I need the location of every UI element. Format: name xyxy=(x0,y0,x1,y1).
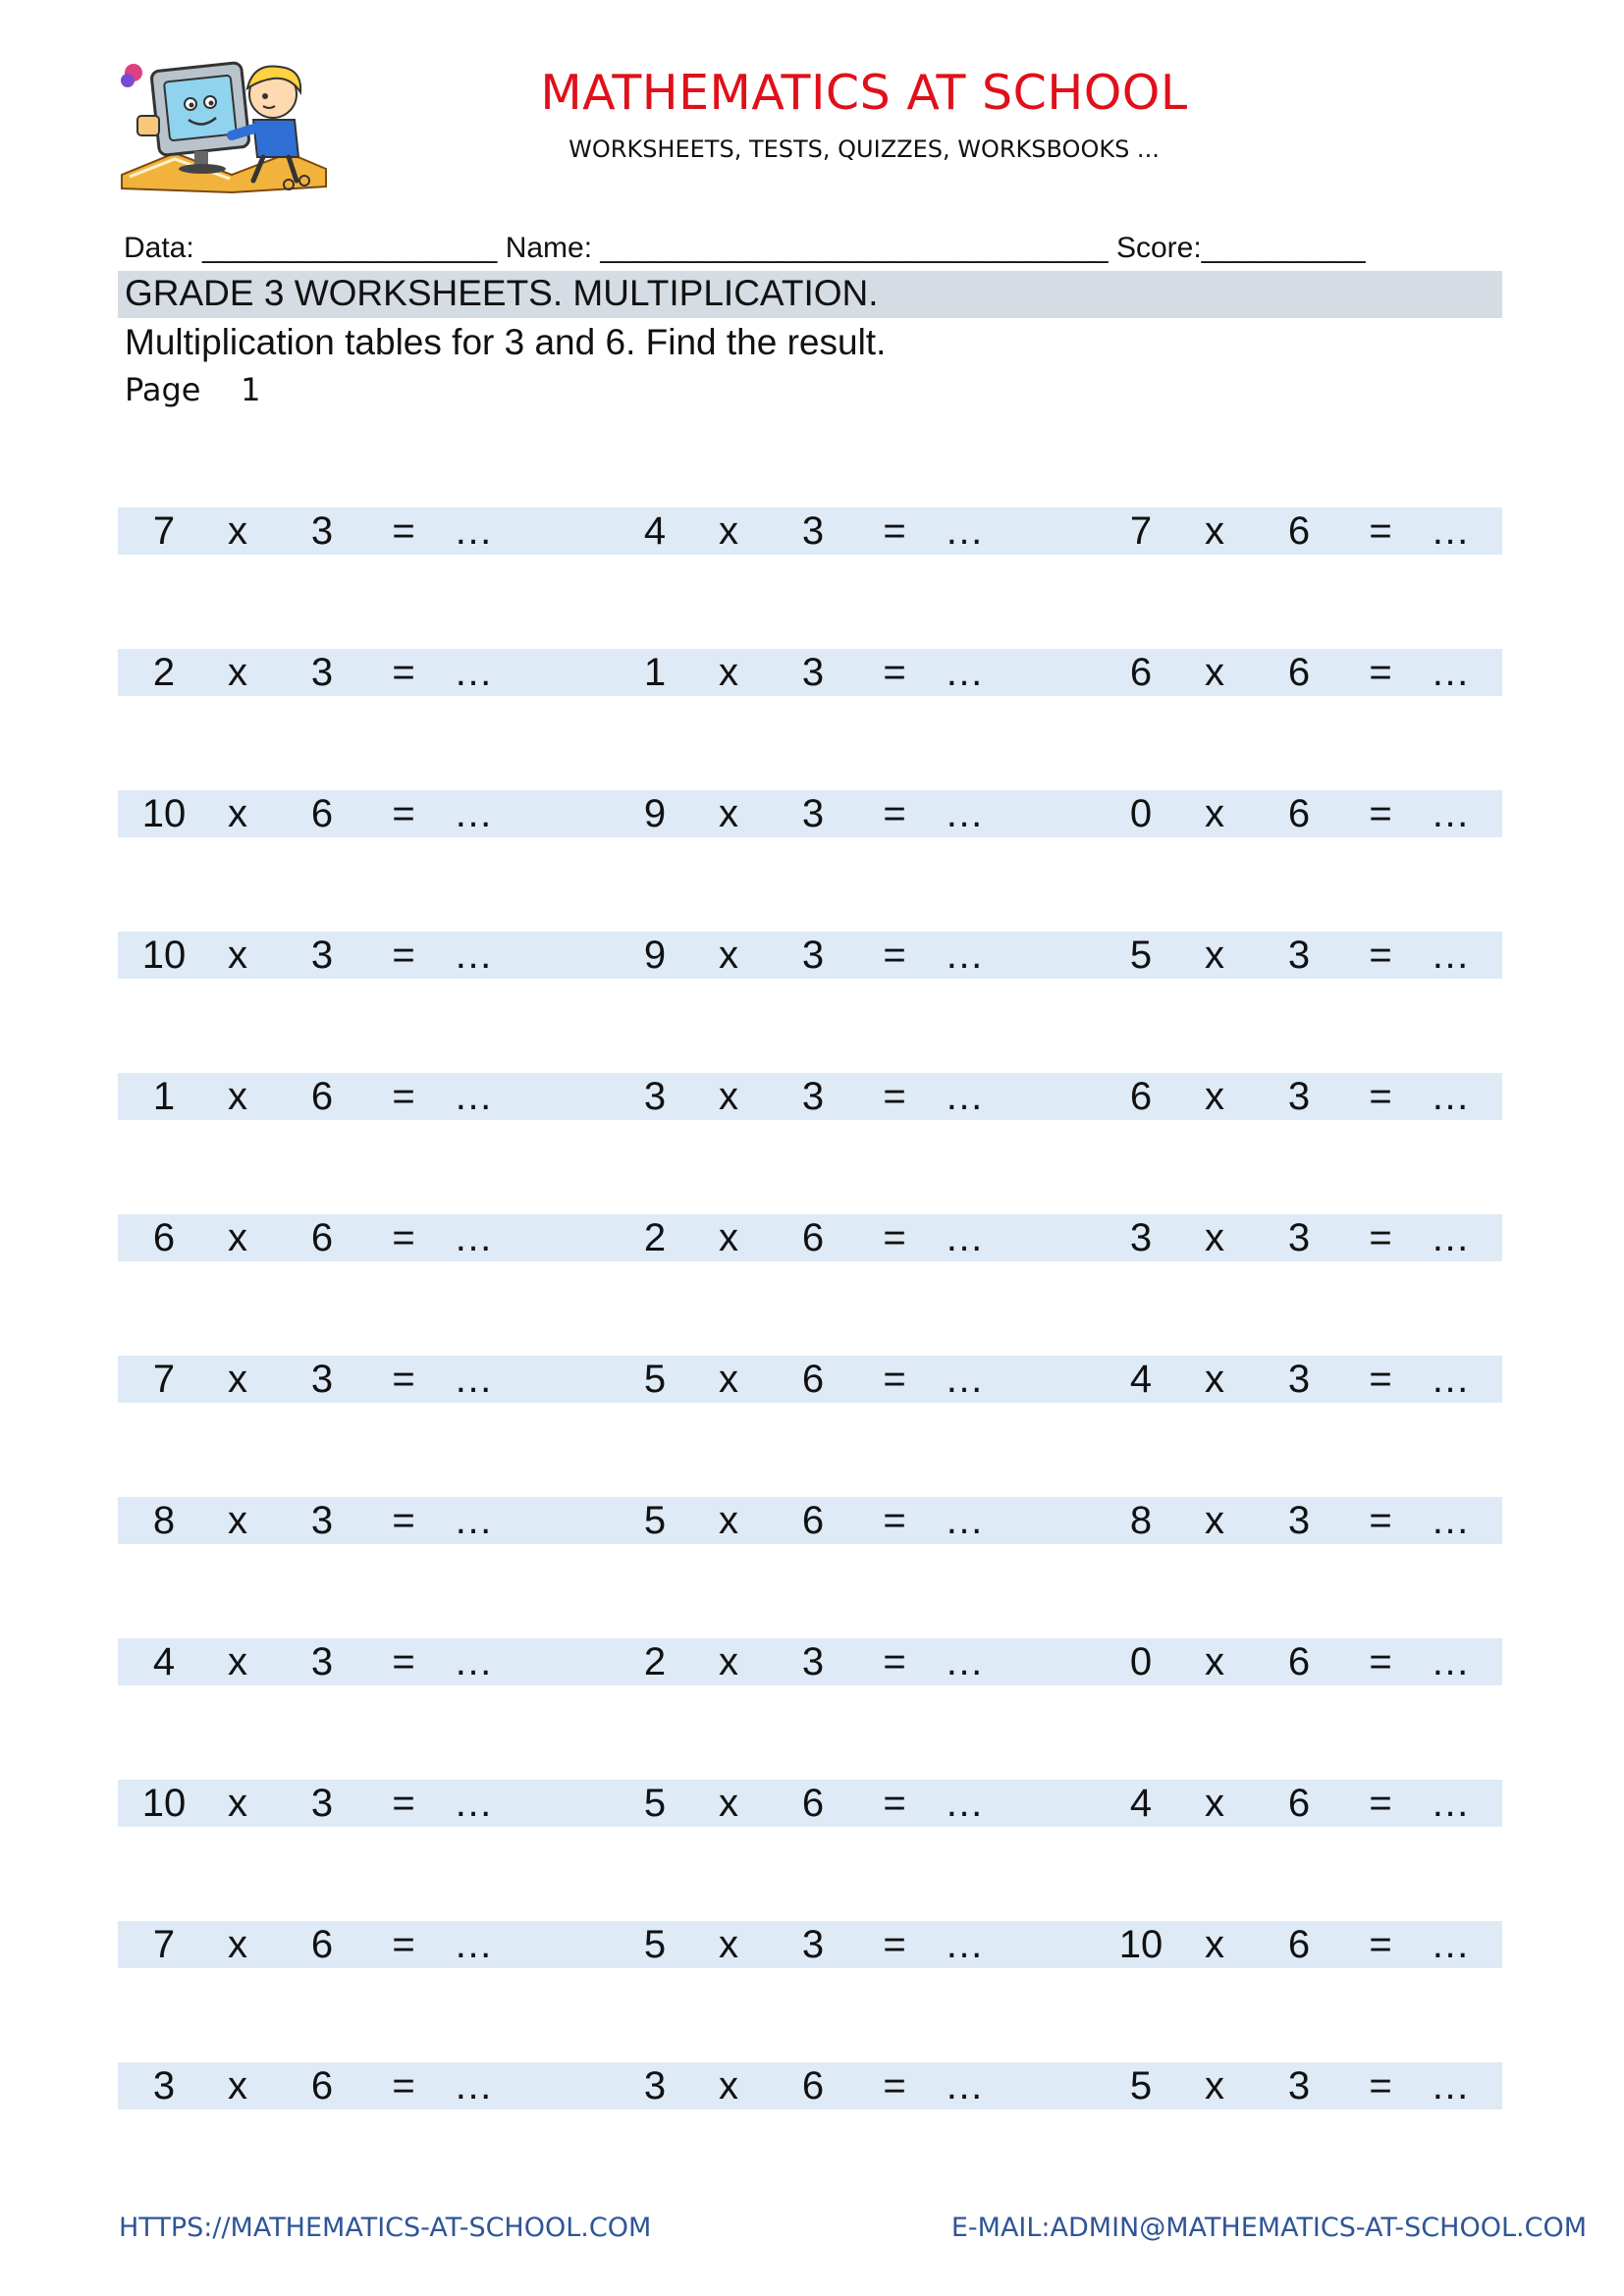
equals-sign: = xyxy=(1369,1075,1392,1118)
equals-sign: = xyxy=(392,1075,415,1118)
problem-factor-2: 3 xyxy=(1287,1075,1311,1118)
problem-factor-1: 10 xyxy=(141,1782,187,1825)
times-sign: x xyxy=(1205,1923,1224,1966)
equals-sign: = xyxy=(1369,1782,1392,1825)
equals-sign: = xyxy=(1369,1640,1392,1683)
times-sign: x xyxy=(719,509,738,553)
problem-factor-2: 3 xyxy=(1287,2064,1311,2108)
problem-factor-1: 2 xyxy=(643,1216,667,1259)
answer-blank[interactable]: … xyxy=(945,2064,984,2108)
answer-blank[interactable]: … xyxy=(1431,1640,1470,1683)
equals-sign: = xyxy=(1369,1216,1392,1259)
times-sign: x xyxy=(1205,1358,1224,1401)
answer-blank[interactable]: … xyxy=(454,1923,493,1966)
times-sign: x xyxy=(1205,1216,1224,1259)
equals-sign: = xyxy=(1369,651,1392,694)
times-sign: x xyxy=(1205,2064,1224,2108)
problem-row xyxy=(118,1497,1502,1544)
answer-blank[interactable]: … xyxy=(454,792,493,835)
times-sign: x xyxy=(228,1640,247,1683)
problem-factor-2: 3 xyxy=(310,651,334,694)
footer-email-link[interactable]: E-MAIL:ADMIN@MATHEMATICS-AT-SCHOOL.COM xyxy=(950,2213,1587,2243)
problem-row xyxy=(118,790,1502,837)
problem-row xyxy=(118,1780,1502,1827)
answer-blank[interactable]: … xyxy=(1431,792,1470,835)
equals-sign: = xyxy=(883,2064,906,2108)
problem-factor-1: 7 xyxy=(152,509,176,553)
problem-factor-1: 4 xyxy=(1129,1358,1153,1401)
problem-factor-1: 1 xyxy=(152,1075,176,1118)
problem-factor-1: 6 xyxy=(1129,1075,1153,1118)
answer-blank[interactable]: … xyxy=(945,1640,984,1683)
problem-factor-2: 3 xyxy=(310,1358,334,1401)
times-sign: x xyxy=(228,1782,247,1825)
times-sign: x xyxy=(228,934,247,977)
times-sign: x xyxy=(719,1075,738,1118)
times-sign: x xyxy=(1205,509,1224,553)
problem-factor-1: 6 xyxy=(1129,651,1153,694)
problem-factor-2: 3 xyxy=(1287,1499,1311,1542)
problem-factor-2: 3 xyxy=(310,509,334,553)
problem-factor-1: 4 xyxy=(1129,1782,1153,1825)
equals-sign: = xyxy=(392,1216,415,1259)
problem-factor-1: 7 xyxy=(152,1358,176,1401)
problem-factor-1: 4 xyxy=(643,509,667,553)
problem-row xyxy=(118,1638,1502,1685)
problem-row xyxy=(118,649,1502,696)
problem-factor-1: 5 xyxy=(643,1923,667,1966)
problem-factor-2: 3 xyxy=(801,792,825,835)
answer-blank[interactable]: … xyxy=(1431,1499,1470,1542)
equals-sign: = xyxy=(392,1923,415,1966)
problem-factor-1: 5 xyxy=(1129,934,1153,977)
times-sign: x xyxy=(1205,1782,1224,1825)
problem-factor-2: 6 xyxy=(801,1499,825,1542)
equals-sign: = xyxy=(883,1923,906,1966)
answer-blank[interactable]: … xyxy=(454,509,493,553)
problem-factor-1: 5 xyxy=(643,1499,667,1542)
answer-blank[interactable]: … xyxy=(945,1075,984,1118)
problem-factor-1: 3 xyxy=(152,2064,176,2108)
times-sign: x xyxy=(1205,1499,1224,1542)
answer-blank[interactable]: … xyxy=(454,2064,493,2108)
problem-factor-2: 6 xyxy=(1287,1640,1311,1683)
times-sign: x xyxy=(719,792,738,835)
site-subtitle: WORKSHEETS, TESTS, QUIZZES, WORKSBOOKS ... xyxy=(568,135,1160,163)
answer-blank[interactable]: … xyxy=(454,1075,493,1118)
problem-factor-1: 3 xyxy=(643,2064,667,2108)
problem-factor-2: 3 xyxy=(310,934,334,977)
problem-factor-2: 6 xyxy=(1287,792,1311,835)
problem-factor-2: 6 xyxy=(310,2064,334,2108)
answer-blank[interactable]: … xyxy=(454,1782,493,1825)
answer-blank[interactable]: … xyxy=(1431,1923,1470,1966)
grade-title: GRADE 3 WORKSHEETS. MULTIPLICATION. xyxy=(125,273,879,313)
problem-factor-2: 3 xyxy=(310,1499,334,1542)
problem-factor-1: 2 xyxy=(152,651,176,694)
problem-factor-2: 3 xyxy=(801,1923,825,1966)
equals-sign: = xyxy=(883,792,906,835)
answer-blank[interactable]: … xyxy=(454,1358,493,1401)
equals-sign: = xyxy=(883,1216,906,1259)
equals-sign: = xyxy=(392,2064,415,2108)
times-sign: x xyxy=(1205,1075,1224,1118)
site-title: MATHEMATICS AT SCHOOL xyxy=(540,65,1188,121)
equals-sign: = xyxy=(392,1499,415,1542)
problem-factor-2: 3 xyxy=(310,1640,334,1683)
problem-row xyxy=(118,1214,1502,1261)
answer-blank[interactable]: … xyxy=(945,1499,984,1542)
problem-factor-2: 6 xyxy=(1287,509,1311,553)
problem-factor-2: 3 xyxy=(801,934,825,977)
equals-sign: = xyxy=(392,1358,415,1401)
problem-factor-1: 2 xyxy=(643,1640,667,1683)
equals-sign: = xyxy=(883,651,906,694)
page-label: Page 1 xyxy=(125,371,261,408)
problem-factor-1: 5 xyxy=(643,1782,667,1825)
times-sign: x xyxy=(228,1923,247,1966)
equals-sign: = xyxy=(883,1358,906,1401)
equals-sign: = xyxy=(883,1499,906,1542)
problem-factor-1: 10 xyxy=(141,934,187,977)
student-info-line: Data: __________________ Name: _______________________________ Score:__________ xyxy=(124,232,1366,264)
times-sign: x xyxy=(1205,934,1224,977)
times-sign: x xyxy=(719,1782,738,1825)
answer-blank[interactable]: … xyxy=(1431,1075,1470,1118)
equals-sign: = xyxy=(1369,509,1392,553)
problem-factor-2: 6 xyxy=(801,1358,825,1401)
times-sign: x xyxy=(228,1075,247,1118)
problem-factor-2: 6 xyxy=(310,1216,334,1259)
problem-factor-2: 6 xyxy=(1287,651,1311,694)
problem-factor-1: 6 xyxy=(152,1216,176,1259)
answer-blank[interactable]: … xyxy=(945,934,984,977)
problem-factor-1: 0 xyxy=(1129,1640,1153,1683)
footer-website-link[interactable]: HTTPS://MATHEMATICS-AT-SCHOOL.COM xyxy=(119,2213,652,2243)
problem-row xyxy=(118,507,1502,555)
problem-factor-1: 9 xyxy=(643,934,667,977)
problem-factor-1: 7 xyxy=(152,1923,176,1966)
equals-sign: = xyxy=(1369,934,1392,977)
problem-factor-2: 3 xyxy=(801,651,825,694)
times-sign: x xyxy=(719,934,738,977)
problem-row xyxy=(118,2062,1502,2109)
equals-sign: = xyxy=(883,509,906,553)
equals-sign: = xyxy=(883,1782,906,1825)
problem-factor-1: 10 xyxy=(141,792,187,835)
problem-factor-1: 0 xyxy=(1129,792,1153,835)
answer-blank[interactable]: … xyxy=(1431,651,1470,694)
problem-factor-2: 6 xyxy=(801,1782,825,1825)
times-sign: x xyxy=(1205,792,1224,835)
answer-blank[interactable]: … xyxy=(454,1216,493,1259)
answer-blank[interactable]: … xyxy=(454,651,493,694)
problem-factor-2: 3 xyxy=(801,1075,825,1118)
times-sign: x xyxy=(719,1923,738,1966)
problem-factor-2: 3 xyxy=(801,509,825,553)
problem-factor-2: 3 xyxy=(310,1782,334,1825)
answer-blank[interactable]: … xyxy=(1431,1782,1470,1825)
problem-factor-1: 1 xyxy=(643,651,667,694)
problem-factor-2: 6 xyxy=(310,792,334,835)
problem-factor-2: 3 xyxy=(801,1640,825,1683)
problem-factor-1: 8 xyxy=(1129,1499,1153,1542)
times-sign: x xyxy=(228,1499,247,1542)
equals-sign: = xyxy=(883,934,906,977)
problem-row xyxy=(118,1073,1502,1120)
equals-sign: = xyxy=(392,509,415,553)
answer-blank[interactable]: … xyxy=(945,1923,984,1966)
equals-sign: = xyxy=(883,1640,906,1683)
times-sign: x xyxy=(228,792,247,835)
equals-sign: = xyxy=(392,1640,415,1683)
times-sign: x xyxy=(228,651,247,694)
problem-factor-2: 3 xyxy=(1287,1358,1311,1401)
problem-factor-2: 3 xyxy=(1287,1216,1311,1259)
answer-blank[interactable]: … xyxy=(945,509,984,553)
times-sign: x xyxy=(719,1216,738,1259)
times-sign: x xyxy=(228,2064,247,2108)
answer-blank[interactable]: … xyxy=(945,792,984,835)
problem-factor-2: 3 xyxy=(1287,934,1311,977)
answer-blank[interactable]: … xyxy=(1431,1358,1470,1401)
problem-row xyxy=(118,932,1502,979)
problem-factor-2: 6 xyxy=(1287,1782,1311,1825)
problem-factor-1: 10 xyxy=(1118,1923,1164,1966)
equals-sign: = xyxy=(883,1075,906,1118)
equals-sign: = xyxy=(1369,1923,1392,1966)
problem-factor-1: 4 xyxy=(152,1640,176,1683)
answer-blank[interactable]: … xyxy=(1431,509,1470,553)
problem-factor-1: 3 xyxy=(643,1075,667,1118)
times-sign: x xyxy=(719,1358,738,1401)
times-sign: x xyxy=(228,1358,247,1401)
problem-factor-2: 6 xyxy=(1287,1923,1311,1966)
problem-row xyxy=(118,1921,1502,1968)
answer-blank[interactable]: … xyxy=(945,651,984,694)
answer-blank[interactable]: … xyxy=(945,1358,984,1401)
times-sign: x xyxy=(1205,651,1224,694)
equals-sign: = xyxy=(1369,1499,1392,1542)
problem-factor-1: 7 xyxy=(1129,509,1153,553)
answer-blank[interactable]: … xyxy=(454,1499,493,1542)
problem-factor-1: 3 xyxy=(1129,1216,1153,1259)
problem-factor-1: 9 xyxy=(643,792,667,835)
problem-factor-2: 6 xyxy=(801,1216,825,1259)
times-sign: x xyxy=(719,2064,738,2108)
equals-sign: = xyxy=(1369,2064,1392,2108)
equals-sign: = xyxy=(1369,792,1392,835)
problem-factor-1: 5 xyxy=(643,1358,667,1401)
problem-factor-2: 6 xyxy=(310,1075,334,1118)
times-sign: x xyxy=(1205,1640,1224,1683)
equals-sign: = xyxy=(392,1782,415,1825)
equals-sign: = xyxy=(392,934,415,977)
times-sign: x xyxy=(228,509,247,553)
answer-blank[interactable]: … xyxy=(454,934,493,977)
times-sign: x xyxy=(719,1499,738,1542)
problem-factor-2: 6 xyxy=(310,1923,334,1966)
problem-factor-1: 8 xyxy=(152,1499,176,1542)
times-sign: x xyxy=(228,1216,247,1259)
answer-blank[interactable]: … xyxy=(454,1640,493,1683)
answer-blank[interactable]: … xyxy=(1431,934,1470,977)
times-sign: x xyxy=(719,651,738,694)
equals-sign: = xyxy=(1369,1358,1392,1401)
instruction-text: Multiplication tables for 3 and 6. Find the result. xyxy=(125,322,887,362)
times-sign: x xyxy=(719,1640,738,1683)
answer-blank[interactable]: … xyxy=(945,1782,984,1825)
answer-blank[interactable]: … xyxy=(945,1216,984,1259)
answer-blank[interactable]: … xyxy=(1431,2064,1470,2108)
answer-blank[interactable]: … xyxy=(1431,1216,1470,1259)
equals-sign: = xyxy=(392,792,415,835)
problem-factor-2: 6 xyxy=(801,2064,825,2108)
equals-sign: = xyxy=(392,651,415,694)
problem-row xyxy=(118,1356,1502,1403)
problem-factor-1: 5 xyxy=(1129,2064,1153,2108)
